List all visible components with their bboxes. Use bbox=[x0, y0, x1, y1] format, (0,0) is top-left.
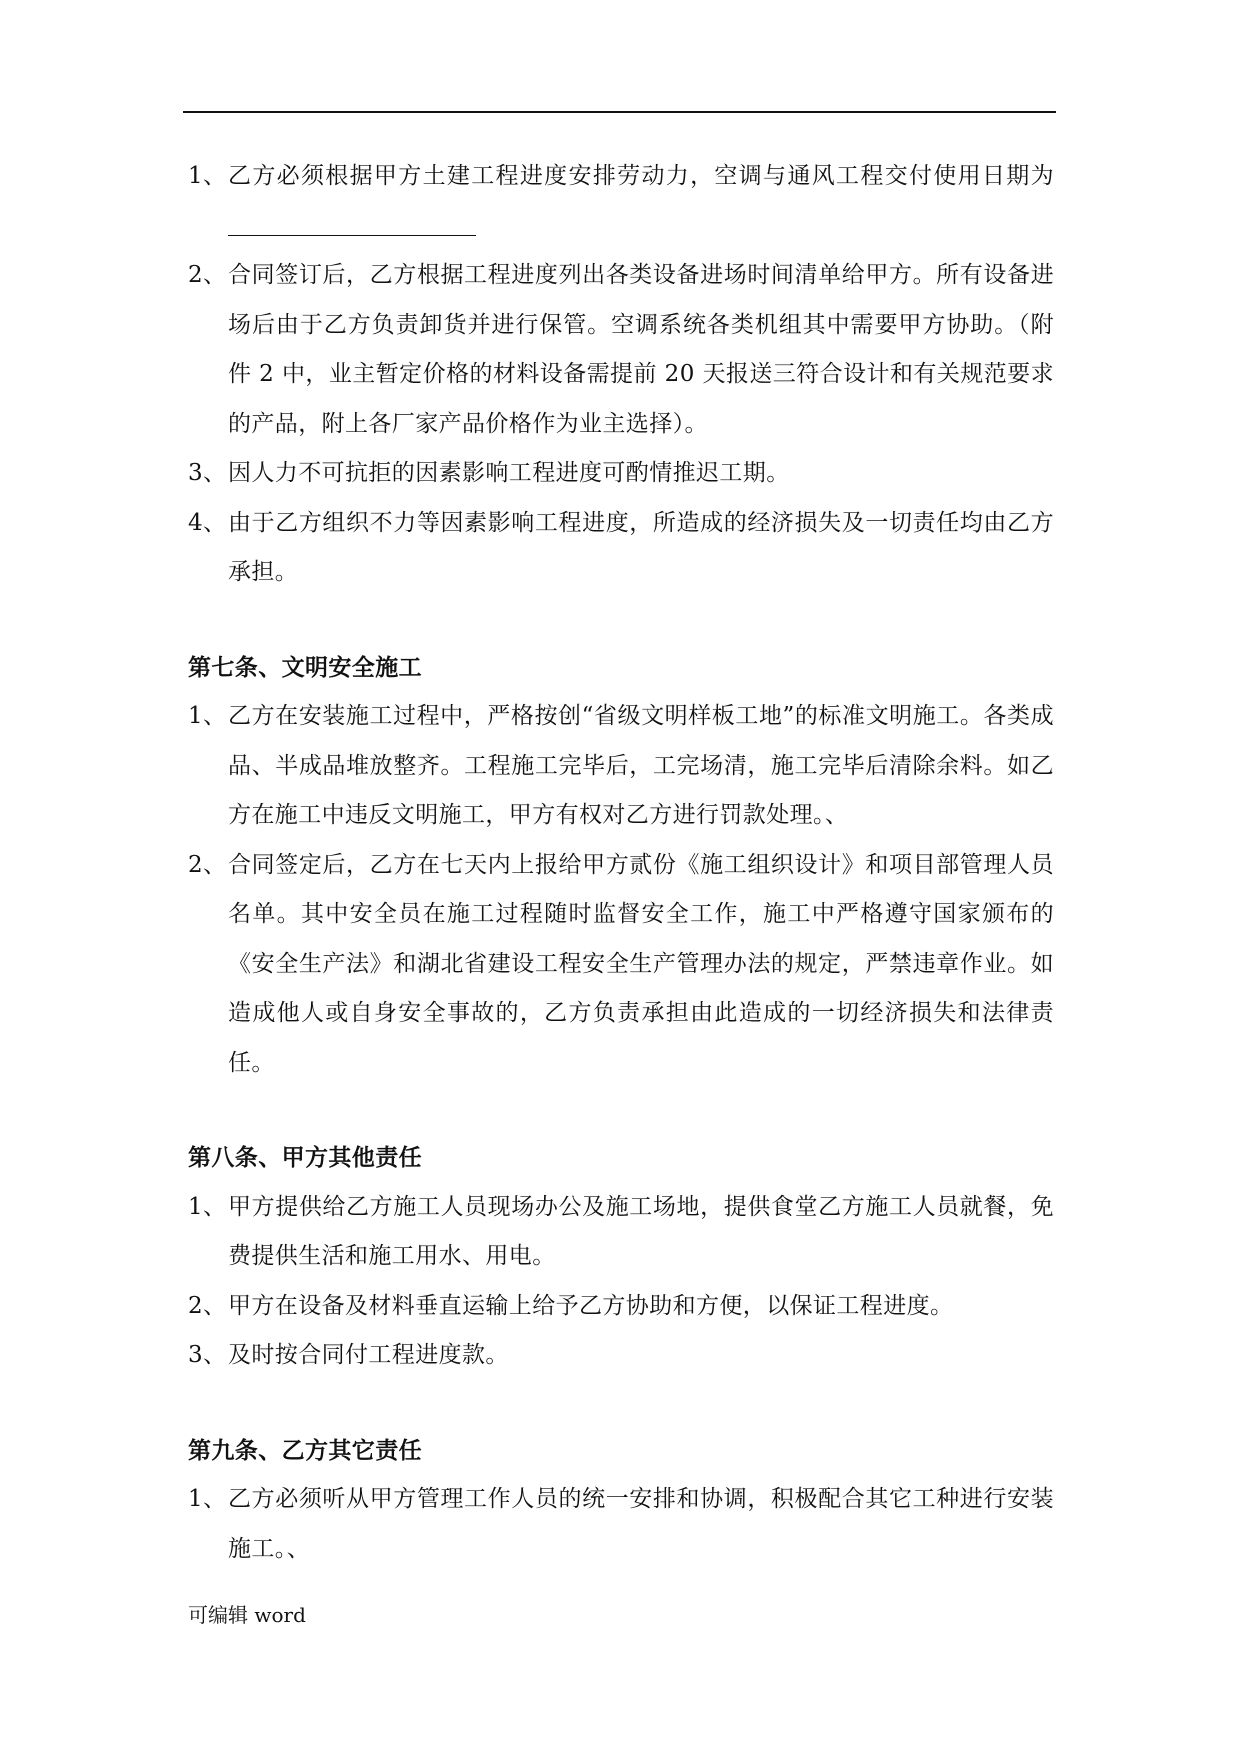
header-rule bbox=[183, 111, 1056, 113]
list-item bbox=[188, 152, 1054, 251]
item-number: 2、 bbox=[188, 851, 227, 878]
item-number: 4、 bbox=[188, 509, 227, 536]
item-number: 1、 bbox=[188, 703, 227, 729]
section-nine-title: 第九条、乙方其它责任 bbox=[188, 1436, 422, 1464]
item-text: 合同签定后，乙方在七天内上报给甲方贰份《施工组织设计》和项目部管理人员名单。其中安全员在施工过程随时监督安全工作，施工中严格遵守国家颁布的《安全生产法》和湖北省建设工程安全生产管理办法的规定，严禁违章作业。如造成他人或自身安全事故的，乙方负责承担由此造成的一切经济损失和法律责任。 bbox=[228, 851, 1054, 1076]
list-item bbox=[188, 1331, 1054, 1381]
item-text: 甲方提供给乙方施工人员现场办公及施工场地，提供食堂乙方施工人员就餐，免费提供生活和施工用水、用电。 bbox=[228, 1193, 1054, 1269]
list-item bbox=[188, 1183, 1054, 1282]
item-number: 1、 bbox=[188, 1486, 227, 1512]
list-item bbox=[188, 449, 1054, 499]
item-number: 2、 bbox=[188, 262, 227, 288]
item-text: 及时按合同付工程进度款。 bbox=[228, 1342, 509, 1368]
section-eight-title: 第八条、甲方其他责任 bbox=[188, 1144, 422, 1171]
item-text: 乙方在安装施工过程中，严格按创“省级文明样板工地”的标准文明施工。各类成品、半成品堆放整齐。工程施工完毕后，工完场清，施工完毕后清除余料。如乙方在施工中违反文明施工，甲方有权对乙方进行罚款处理。、 bbox=[228, 703, 1054, 828]
list-item bbox=[188, 1475, 1054, 1574]
section-seven-list bbox=[188, 692, 1054, 1088]
footer-note: 可编辑 word bbox=[188, 1603, 306, 1627]
list-item bbox=[188, 692, 1054, 841]
list-item bbox=[188, 499, 1054, 598]
item-number: 3、 bbox=[188, 1342, 227, 1368]
item-number: 2、 bbox=[188, 1292, 227, 1319]
item-text: 合同签订后，乙方根据工程进度列出各类设备进场时间清单给甲方。所有设备进场后由于乙方负责卸货并进行保管。空调系统各类机组其中需要甲方协助。（附件 2 中，业主暂定价格的材料设备需提前 20 天报送三符合设计和有关规范要求的产品，附上各厂家产品价格作为业主选择）。 bbox=[228, 262, 1054, 437]
item-number: 1、 bbox=[188, 1193, 227, 1220]
list-item bbox=[188, 251, 1054, 449]
item-text: 乙方必须听从甲方管理工作人员的统一安排和协调，积极配合其它工种进行安装施工。、 bbox=[228, 1486, 1054, 1562]
document-body bbox=[188, 152, 1054, 1574]
fill-in-blank-delivery-date bbox=[228, 209, 476, 236]
item-text: 甲方在设备及材料垂直运输上给予乙方协助和方便，以保证工程进度。 bbox=[228, 1292, 954, 1319]
item-text: 因人力不可抗拒的因素影响工程进度可酌情推迟工期。 bbox=[228, 460, 790, 486]
item-text: 乙方必须根据甲方土建工程进度安排劳动力，空调与通风工程交付使用日期为 bbox=[228, 163, 1054, 189]
section-six-list bbox=[188, 152, 1054, 598]
item-number: 1、 bbox=[188, 163, 227, 189]
section-seven-title: 第七条、文明安全施工 bbox=[188, 653, 422, 681]
item-number: 3、 bbox=[188, 460, 227, 486]
section-nine-list bbox=[188, 1475, 1054, 1574]
item-text: 由于乙方组织不力等因素影响工程进度，所造成的经济损失及一切责任均由乙方承担。 bbox=[228, 509, 1054, 585]
list-item bbox=[188, 1282, 1054, 1332]
list-item bbox=[188, 841, 1054, 1089]
section-eight-list bbox=[188, 1183, 1054, 1381]
